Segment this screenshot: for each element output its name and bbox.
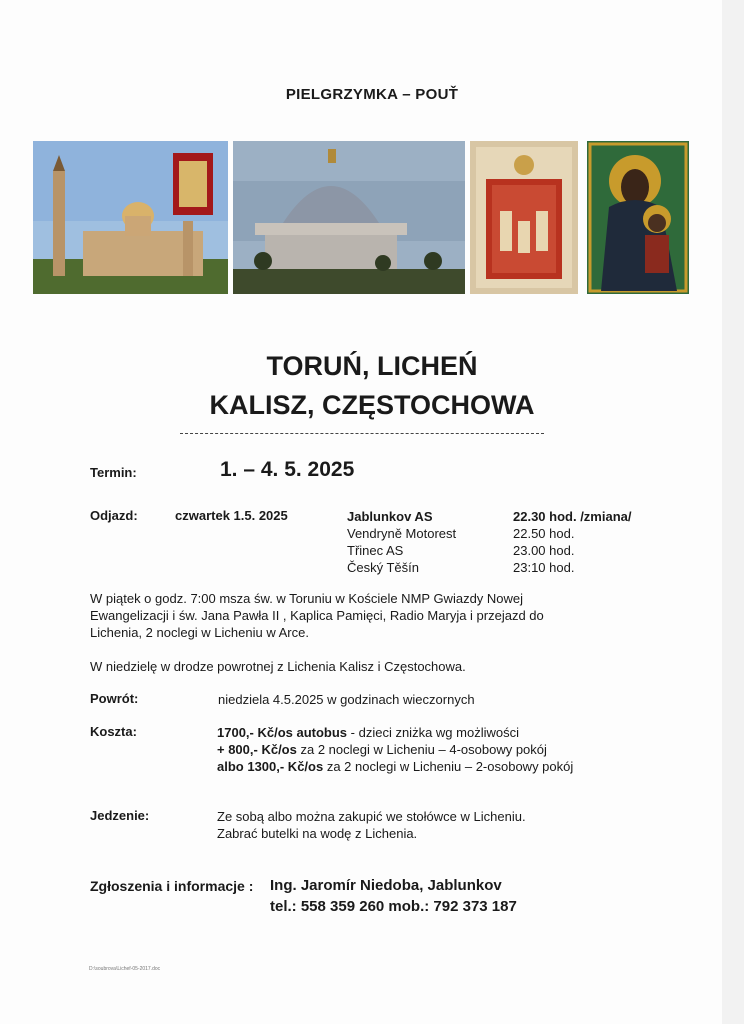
basilica-lichen-photo bbox=[33, 141, 228, 294]
cost-amount: + 800,- Kč/os bbox=[217, 742, 297, 757]
odjazd-label: Odjazd: bbox=[90, 508, 138, 523]
document-header: PIELGRZYMKA – POUŤ bbox=[285, 86, 459, 103]
cost-detail: - dzieci zniżka wg możliwości bbox=[347, 725, 519, 740]
stop-time: 23:10 hod. bbox=[513, 560, 575, 575]
title-line-1: TORUŃ, LICHEŃ bbox=[266, 351, 478, 381]
powrot-value: niedziela 4.5.2025 w godzinach wieczornych bbox=[218, 692, 475, 707]
stop-place: Třinec AS bbox=[347, 543, 404, 558]
cost-detail: za 2 noclegi w Licheniu – 4-osobowy pokój bbox=[296, 742, 547, 757]
food-line: Ze sobą albo można zakupić we stołówce w Licheniu. bbox=[217, 809, 526, 824]
title-divider bbox=[180, 433, 544, 434]
itinerary-line: Ewangelizacji i św. Jana Pawła II , Kaplica Pamięci, Radio Maryja i przejazd do bbox=[90, 608, 544, 623]
itinerary-line: W piątek o godz. 7:00 msza św. w Toruniu w Kościele NMP Gwiazdy Nowej bbox=[90, 591, 524, 606]
cost-detail: za 2 noclegi w Licheniu – 2-osobowy pokój bbox=[323, 759, 574, 774]
stop-time: 22.30 hod. /zmiana/ bbox=[513, 509, 632, 524]
cost-line bbox=[217, 725, 519, 740]
food-line: Zabrać butelki na wodę z Lichenia. bbox=[217, 826, 418, 841]
jedzenie-label: Jedzenie: bbox=[90, 808, 150, 823]
contact-name: Ing. Jaromír Niedoba, Jablunkov bbox=[270, 877, 502, 894]
black-madonna-icon-photo bbox=[587, 141, 689, 294]
odjazd-day: czwartek 1.5. 2025 bbox=[175, 508, 288, 523]
title-line-2: KALISZ, CZĘSTOCHOWA bbox=[209, 390, 535, 420]
footer-file-path: D:\soubrova\Lichef-05-2017.doc bbox=[89, 966, 161, 972]
cost-amount: albo 1300,- Kč/os bbox=[217, 759, 324, 774]
torun-sanctuary-dome-photo bbox=[233, 141, 465, 294]
stop-place: Vendryně Motorest bbox=[347, 526, 457, 541]
koszta-label: Koszta: bbox=[90, 724, 137, 739]
termin-label: Termin: bbox=[90, 465, 137, 480]
cost-line bbox=[217, 742, 547, 757]
stop-place: Jablunkov AS bbox=[347, 509, 433, 524]
termin-value: 1. – 4. 5. 2025 bbox=[220, 458, 355, 481]
contact-label: Zgłoszenia i informacje : bbox=[90, 878, 254, 894]
powrot-label: Powrót: bbox=[90, 691, 139, 706]
contact-phone: tel.: 558 359 260 mob.: 792 373 187 bbox=[270, 898, 517, 915]
stop-place: Český Těšín bbox=[347, 560, 420, 575]
stop-time: 23.00 hod. bbox=[513, 543, 575, 558]
scan-edge bbox=[722, 0, 744, 1024]
return-route-line: W niedzielę w drodze powrotnej z Lichenia Kalisz i Częstochowa. bbox=[90, 659, 466, 674]
itinerary-line: Lichenia, 2 noclegi w Licheniu w Arce. bbox=[90, 625, 309, 640]
altar-painting-photo bbox=[470, 141, 578, 294]
cost-line bbox=[217, 759, 573, 774]
cost-amount: 1700,- Kč/os autobus bbox=[217, 725, 348, 740]
stop-time: 22.50 hod. bbox=[513, 526, 575, 541]
